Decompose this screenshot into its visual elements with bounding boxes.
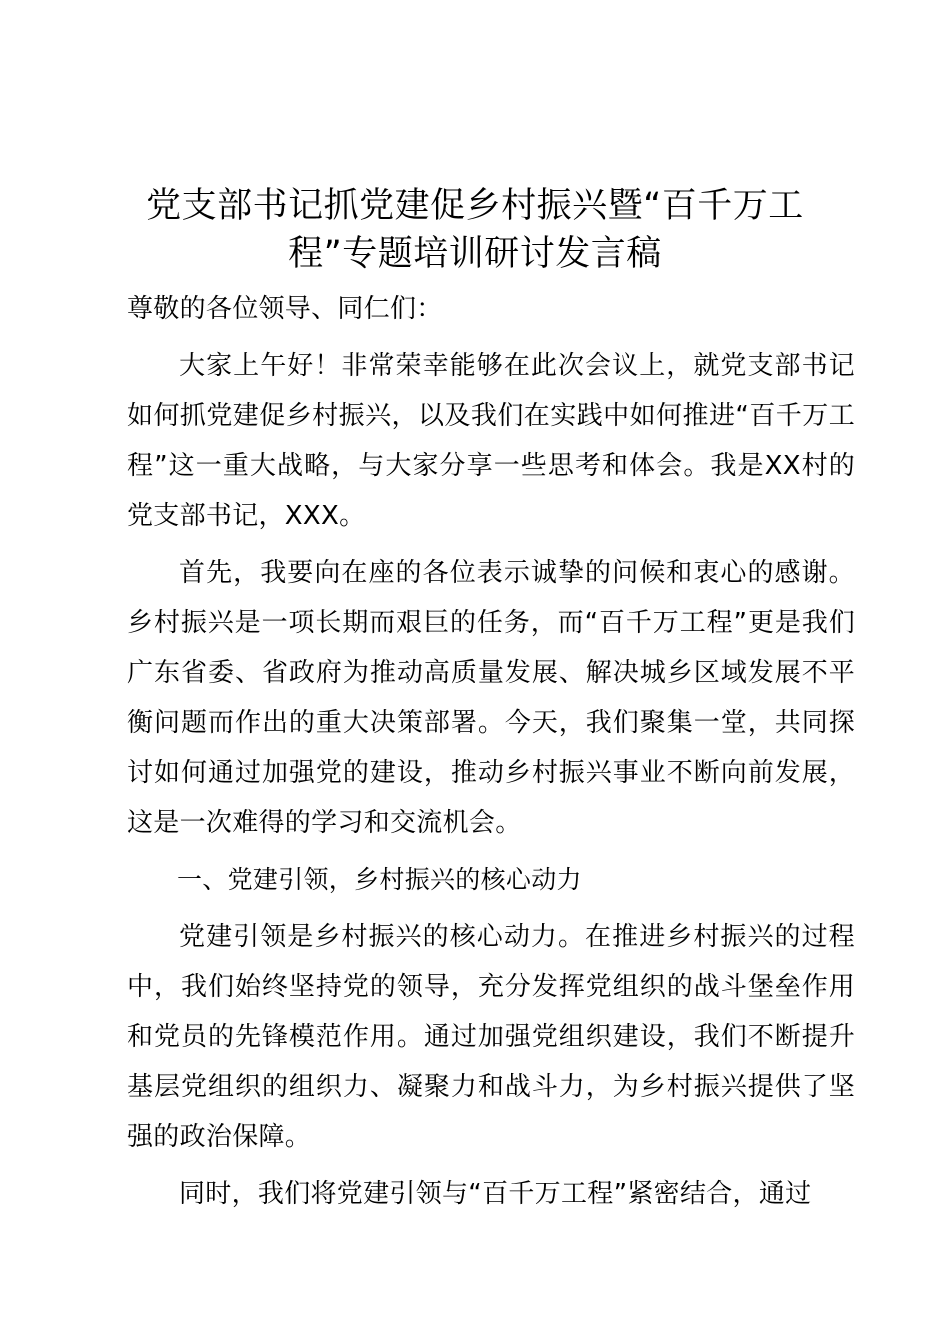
paragraph-intro: 首先，我要向在座的各位表示诚挚的问候和衷心的感谢。乡村振兴是一项长期而艰巨的任务，而“百千万工程”更是我们广东省委、省政府为推动高质量发展、解决城乡区域发展不平衡问题而作出的重大决策部署。今天，我们聚集一堂，共同探讨如何通过加强党的建设，推动乡村振兴事业不断向前发展，这是一次难得的学习和交流机会。 <box>127 558 855 838</box>
document-title: 党支部书记抓党建促乡村振兴暨“百千万工程”专题培训研讨发言稿 <box>146 186 804 274</box>
paragraph-greeting: 大家上午好！非常荣幸能够在此次会议上，就党支部书记如何抓党建促乡村振兴，以及我们在实践中如何推进“百千万工程”这一重大战略，与大家分享一些思考和体会。我是XX村的党支部书记，XXX。 <box>127 351 855 531</box>
paragraph-party-leadership: 党建引领是乡村振兴的核心动力。在推进乡村振兴的过程中，我们始终坚持党的领导，充分发挥党组织的战斗堡垒作用和党员的先锋模范作用。通过加强党组织建设，我们不断提升基层党组织的组织力、凝聚力和战斗力，为乡村振兴提供了坚强的政治保障。 <box>127 922 855 1152</box>
section-heading: 一、党建引领，乡村振兴的核心动力 <box>177 865 582 894</box>
paragraph-combination: 同时，我们将党建引领与“百千万工程”紧密结合，通过 <box>179 1179 812 1209</box>
document-body <box>127 284 855 1219</box>
salutation: 尊敬的各位领导、同仁们： <box>127 294 443 324</box>
